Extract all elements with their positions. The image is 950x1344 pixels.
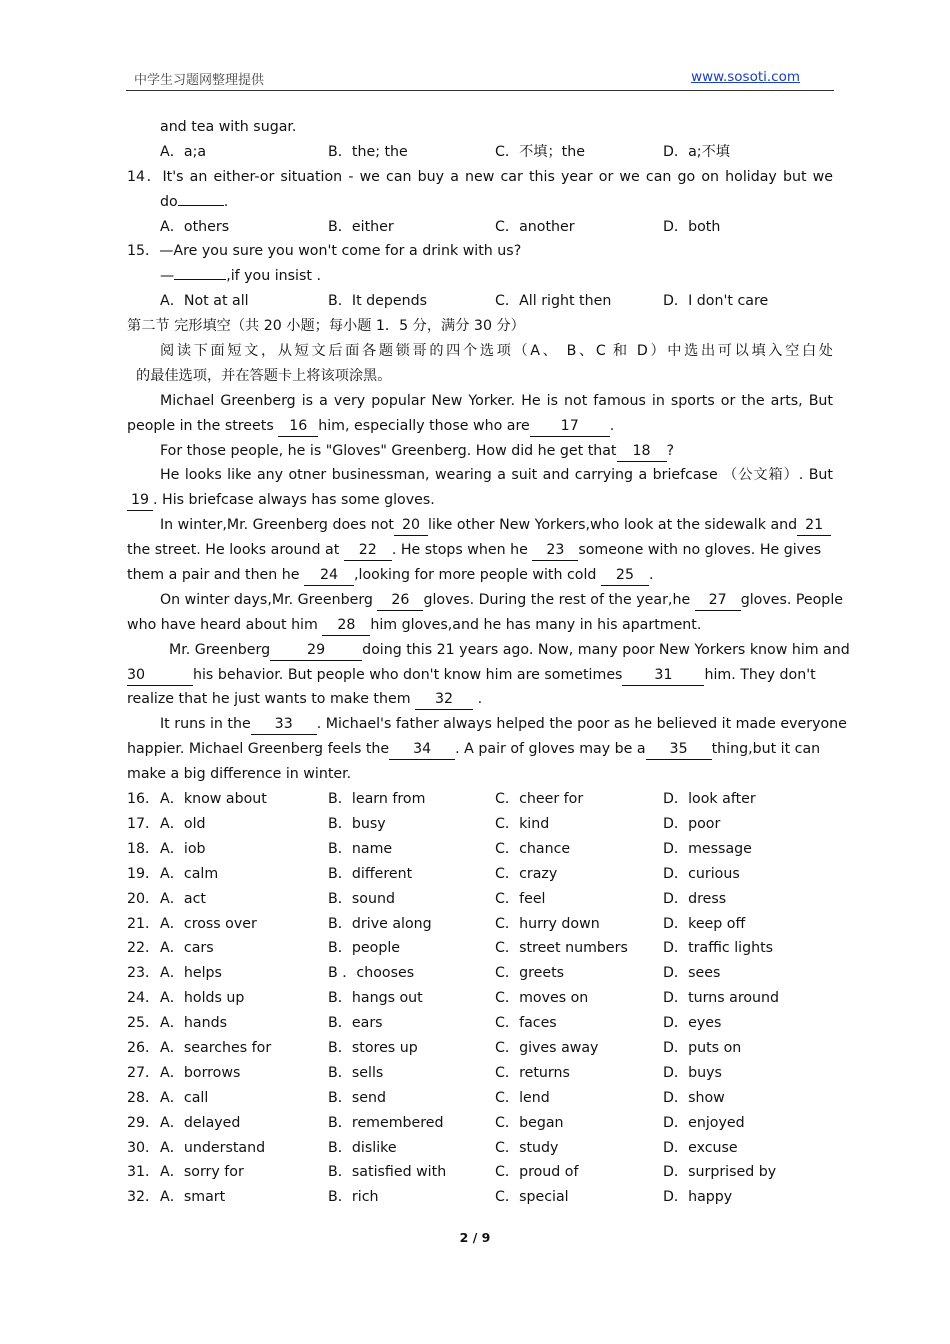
question-options-row bbox=[127, 837, 833, 862]
section-instructions-2: 的最佳选项，并在答题卡上将该项涂黑。 bbox=[136, 367, 392, 384]
q13-tail: and tea with sugar. bbox=[160, 119, 297, 135]
passage-line: the street. He looks around at 22 . He stops when he 23 someone with no gloves. He gives bbox=[127, 538, 833, 563]
option-c: C．greets bbox=[495, 965, 565, 982]
option-c: C．lend bbox=[495, 1089, 550, 1106]
question-number: 19． bbox=[127, 865, 160, 882]
option-c: C．proud of bbox=[495, 1164, 579, 1181]
cloze-options bbox=[127, 787, 833, 1210]
option-a: A．delayed bbox=[160, 1114, 241, 1131]
option-c: C．All right then bbox=[495, 293, 612, 310]
option-c: C．study bbox=[495, 1139, 559, 1156]
option-c: C．gives away bbox=[495, 1039, 599, 1056]
q15-stem-2: — ,if you insist . bbox=[160, 268, 321, 285]
option-c: C．faces bbox=[495, 1015, 557, 1032]
question-options-row bbox=[127, 1136, 833, 1161]
option-b: B．It depends bbox=[328, 293, 428, 310]
option-c: C．feel bbox=[495, 890, 546, 907]
question-options-row bbox=[127, 961, 833, 986]
option-b: B．drive along bbox=[328, 915, 432, 932]
passage-line: For those people, he is "Gloves" Greenberg. How did he get that 18 ? bbox=[127, 439, 833, 464]
option-b: B．stores up bbox=[328, 1039, 418, 1056]
option-b: B．learn from bbox=[328, 791, 426, 808]
header-source: 中学生习题网整理提供 bbox=[134, 73, 265, 88]
option-d: D．enjoyed bbox=[663, 1114, 745, 1131]
option-d: D．buys bbox=[663, 1064, 722, 1081]
question-options-row bbox=[127, 912, 833, 937]
option-b: B．sound bbox=[328, 890, 395, 907]
page-number: 2 / 9 bbox=[459, 1230, 491, 1245]
question-options-row bbox=[127, 1036, 833, 1061]
option-b: B．different bbox=[328, 865, 413, 882]
option-d: D．turns around bbox=[663, 990, 780, 1007]
option-c: C．returns bbox=[495, 1064, 570, 1081]
option-a: A．calm bbox=[160, 865, 219, 882]
question-number: 16． bbox=[127, 791, 160, 808]
option-b: B．remembered bbox=[328, 1114, 444, 1131]
question-number: 25． bbox=[127, 1015, 160, 1032]
q14-stem-2: do . bbox=[160, 193, 229, 210]
option-d: D．happy bbox=[663, 1189, 733, 1206]
option-a: A．act bbox=[160, 890, 206, 907]
option-d: D．keep off bbox=[663, 915, 746, 932]
option-c: C．hurry down bbox=[495, 915, 600, 932]
question-number: 27． bbox=[127, 1064, 160, 1081]
question-options-row bbox=[127, 887, 833, 912]
question-number: 21． bbox=[127, 915, 160, 932]
question-options-row bbox=[127, 1111, 833, 1136]
question-options-row bbox=[127, 787, 833, 812]
page-header bbox=[126, 68, 834, 91]
option-b: B．hangs out bbox=[328, 990, 423, 1007]
passage-line: It runs in the 33 . Michael's father always helped the poor as he believed it made everyone bbox=[127, 712, 833, 737]
question-options-row bbox=[127, 1086, 833, 1111]
question-number: 31． bbox=[127, 1164, 160, 1181]
option-b: B．people bbox=[328, 940, 401, 957]
passage-line: On winter days,Mr. Greenberg 26 gloves. During the rest of the year,he 27 gloves. People bbox=[127, 588, 833, 613]
option-b: B．rich bbox=[328, 1189, 379, 1206]
question-number: 20． bbox=[127, 890, 160, 907]
option-b: B．send bbox=[328, 1089, 387, 1106]
question-options-row bbox=[127, 812, 833, 837]
question-options-row bbox=[127, 936, 833, 961]
option-d: D．both bbox=[663, 218, 721, 235]
option-a: A．old bbox=[160, 815, 206, 832]
option-a: A．iob bbox=[160, 840, 206, 857]
option-c: C．chance bbox=[495, 840, 571, 857]
option-a: A．searches for bbox=[160, 1039, 272, 1056]
q15-options bbox=[127, 289, 833, 314]
question-number: 18． bbox=[127, 840, 160, 857]
option-b: B．ears bbox=[328, 1015, 383, 1032]
option-c: C．special bbox=[495, 1189, 569, 1206]
option-d: D．poor bbox=[663, 815, 721, 832]
option-c: C．crazy bbox=[495, 865, 558, 882]
option-d: D．look after bbox=[663, 791, 756, 808]
option-b: B．dislike bbox=[328, 1139, 397, 1156]
option-a: A．cars bbox=[160, 940, 214, 957]
option-a: A．understand bbox=[160, 1139, 266, 1156]
option-c: C．another bbox=[495, 218, 575, 235]
passage-line: In winter,Mr. Greenberg does not 20 like other New Yorkers,who look at the sidewalk and 21 bbox=[127, 513, 833, 538]
passage-line: realize that he just wants to make them 32 . bbox=[127, 687, 833, 712]
q15-stem: 15．—Are you sure you won't come for a drink with us? bbox=[127, 243, 522, 260]
option-d: D．excuse bbox=[663, 1139, 738, 1156]
question-number: 24． bbox=[127, 990, 160, 1007]
question-number: 26． bbox=[127, 1039, 160, 1056]
passage-line: happier. Michael Greenberg feels the 34 . A pair of gloves may be a 35 thing,but it can bbox=[127, 737, 833, 762]
option-a: A．cross over bbox=[160, 915, 257, 932]
option-b: B．satisfied with bbox=[328, 1164, 447, 1181]
option-d: D．sees bbox=[663, 965, 721, 982]
passage-line: them a pair and then he 24 ,looking for more people with cold 25 . bbox=[127, 563, 833, 588]
passage-line: 30 his behavior. But people who don't know him are sometimes 31 him. They don't bbox=[127, 663, 833, 688]
question-number: 30． bbox=[127, 1139, 160, 1156]
q14-options bbox=[127, 215, 833, 240]
option-c: C．不填；the bbox=[495, 143, 585, 160]
option-a: A．others bbox=[160, 218, 230, 235]
option-a: A．a;a bbox=[160, 143, 207, 160]
option-d: D．curious bbox=[663, 865, 740, 882]
option-c: C．cheer for bbox=[495, 791, 584, 808]
passage-line: Michael Greenberg is a very popular New Yorker. He is not famous in sports or the arts, But bbox=[160, 392, 833, 409]
option-d: D．surprised by bbox=[663, 1164, 777, 1181]
option-a: A．helps bbox=[160, 965, 222, 982]
option-d: D．eyes bbox=[663, 1015, 722, 1032]
document-body bbox=[127, 115, 850, 1210]
option-b: B．the; the bbox=[328, 143, 408, 160]
option-b: B．either bbox=[328, 218, 394, 235]
option-d: D．show bbox=[663, 1089, 725, 1106]
option-a: A．hands bbox=[160, 1015, 227, 1032]
question-options-row bbox=[127, 1185, 833, 1210]
option-a: A．borrows bbox=[160, 1064, 241, 1081]
question-options-row bbox=[127, 1160, 833, 1185]
option-a: A．know about bbox=[160, 791, 267, 808]
passage-line: people in the streets 16 him, especially those who are 17 . bbox=[127, 414, 833, 439]
option-c: C．kind bbox=[495, 815, 550, 832]
option-a: A．holds up bbox=[160, 990, 245, 1007]
passage-line: 19 . His briefcase always has some gloves. bbox=[127, 488, 833, 513]
passage-line: make a big difference in winter. bbox=[127, 766, 352, 783]
question-options-row bbox=[127, 1061, 833, 1086]
option-d: D．dress bbox=[663, 890, 727, 907]
option-b: B．name bbox=[328, 840, 393, 857]
option-a: A．sorry for bbox=[160, 1164, 244, 1181]
option-a: A．call bbox=[160, 1089, 209, 1106]
passage-line: He looks like any otner businessman, wearing a suit and carrying a briefcase （公文箱）. But bbox=[160, 467, 833, 484]
option-c: C．street numbers bbox=[495, 940, 628, 957]
section-title: 第二节 完形填空（共 20 小题；每小题 1．5 分，满分 30 分） bbox=[127, 318, 525, 335]
question-options-row bbox=[127, 986, 833, 1011]
passage-line: Mr. Greenberg 29 doing this 21 years ago. Now, many poor New Yorkers know him and bbox=[127, 638, 833, 663]
option-b: B ．chooses bbox=[328, 965, 415, 982]
q14-stem: 14．It's an either-or situation - we can buy a new car this year or we can go on holiday but we bbox=[127, 168, 833, 185]
option-d: D．a;不填 bbox=[663, 143, 730, 160]
option-d: D．message bbox=[663, 840, 752, 857]
option-c: C．moves on bbox=[495, 990, 589, 1007]
section-instructions: 阅读下面短文，从短文后面各题锁哥的四个选项（A、 B、C 和 D）中选出可以填入空白处 bbox=[160, 343, 833, 360]
question-options-row bbox=[127, 1011, 833, 1036]
question-number: 29． bbox=[127, 1114, 160, 1131]
question-number: 32． bbox=[127, 1189, 160, 1206]
option-d: D．I don't care bbox=[663, 293, 769, 310]
option-b: B．sells bbox=[328, 1064, 384, 1081]
option-d: D．puts on bbox=[663, 1039, 742, 1056]
question-number: 22． bbox=[127, 940, 160, 957]
option-c: C．began bbox=[495, 1114, 564, 1131]
option-a: A．smart bbox=[160, 1189, 226, 1206]
option-a: A．Not at all bbox=[160, 293, 249, 310]
option-d: D．traffic lights bbox=[663, 940, 774, 957]
question-number: 23． bbox=[127, 965, 160, 982]
question-number: 17． bbox=[127, 815, 160, 832]
question-number: 28． bbox=[127, 1089, 160, 1106]
q13-options bbox=[127, 140, 833, 165]
passage-line: who have heard about him 28 him gloves,and he has many in his apartment. bbox=[127, 613, 833, 638]
header-site-link[interactable]: www.sosoti.com bbox=[691, 69, 800, 85]
option-b: B．busy bbox=[328, 815, 386, 832]
question-options-row bbox=[127, 862, 833, 887]
